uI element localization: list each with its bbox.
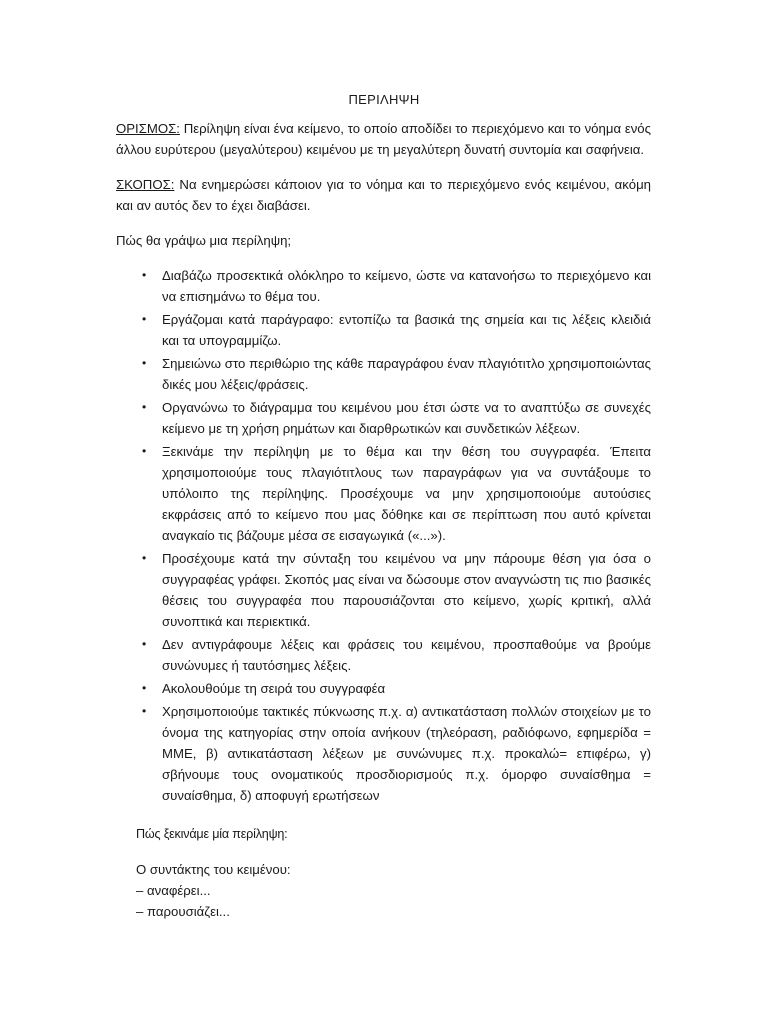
step-text: Ακολουθούμε τη σειρά του συγγραφέα [162,681,386,696]
step-text: Εργάζομαι κατά παράγραφο: εντοπίζω τα βασικά της σημεία και τις λέξεις κλειδιά και τα υπογραμμίζω. [162,312,651,348]
start-heading: Πώς ξεκινάμε μία περίληψη: [136,827,288,841]
author-intro: Ο συντάκτης του κειμένου: [136,862,291,877]
bullet-icon: • [142,268,147,282]
list-item [116,678,651,699]
definition-text: Περίληψη είναι ένα κείμενο, το οποίο αποδίδει το περιεχόμενο και το νόημα ενός άλλου ευρύτερου (μεγαλύτερου) κειμένου με τη μεγαλύτερη δυνατή συντομία και σαφήνεια. [116,121,651,157]
author-phrases-block [136,859,651,922]
list-item [116,701,651,806]
step-text: Προσέχουμε κατά την σύνταξη του κειμένου να μην πάρουμε θέση για όσα ο συγγραφέας γράφει. Σκοπός μας είναι να δώσουμε στον αναγνώστη τις πιο βασικές θέσεις του συγγραφέα που παρουσιάζονται στο κείμενο, χωρίς κριτική, αλλά συνοπτικά και περιεκτικά. [162,551,651,629]
bullet-icon: • [142,356,147,370]
purpose-text: Να ενημερώσει κάποιον για το νόημα και το περιεχόμενο ενός κειμένου, ακόμη και αν αυτός δεν το έχει διαβάσει. [116,177,651,213]
document-body [116,118,651,922]
definition-label: ΟΡΙΣΜΟΣ: [116,121,180,136]
author-phrase: – παρουσιάζει... [136,904,230,919]
bullet-icon: • [142,681,147,695]
list-item [116,397,651,439]
list-item [116,441,651,546]
author-phrase: – αναφέρει... [136,883,211,898]
definition-paragraph [116,118,651,160]
list-item [116,309,651,351]
bullet-icon: • [142,312,147,326]
list-item [116,634,651,676]
bullet-icon: • [142,704,147,718]
steps-list [116,265,651,806]
step-text: Ξεκινάμε την περίληψη με το θέμα και την θέση του συγγραφέα. Έπειτα χρησιμοποιούμε τους πλαγιότιτλους των παραγράφων για να συντάξουμε το υπόλοιπο της περίληψης. Προσέχουμε να μην χρησιμοποιούμε αυτούσιες εκφράσεις από το κείμενο που μας δόθηκε και σε περίπτωση που αυτό κρίνεται αναγκαίο τις βάζουμε μέσα σε εισαγωγικά («...»). [162,444,651,543]
step-text: Χρησιμοποιούμε τακτικές πύκνωσης π.χ. α) αντικατάσταση πολλών στοιχείων με το όνομα της κατηγορίας στην οποία ανήκουν (τηλεόραση, ραδιόφωνο, εφημερίδα = ΜΜΕ, β) αντικατάσταση λέξεων με συνώνυμες π.χ. προκαλώ= επιφέρω, γ) σβήνουμε τους ονοματικούς προσδιορισμούς π.χ. όμορφο συναίσθημα = συναίσθημα, δ) αποφυγή ερωτήσεων [162,704,651,803]
step-text: Διαβάζω προσεκτικά ολόκληρο το κείμενο, ώστε να κατανοήσω το περιεχόμενο και να επισημάνω το θέμα του. [162,268,651,304]
page-title: ΠΕΡΙΛΗΨΗ [348,92,420,107]
bullet-icon: • [142,637,147,651]
purpose-label: ΣΚΟΠΟΣ: [116,177,175,192]
list-item [116,353,651,395]
list-item [116,265,651,307]
bullet-icon: • [142,444,147,458]
how-heading: Πώς θα γράψω μια περίληψη; [116,233,292,248]
step-text: Οργανώνω το διάγραμμα του κειμένου μου έτσι ώστε να το αναπτύξω σε συνεχές κείμενο με τη χρήση ρημάτων και διαρθρωτικών και συνδετικών λέξεων. [162,400,651,436]
bullet-icon: • [142,551,147,565]
bullet-icon: • [142,400,147,414]
step-text: Δεν αντιγράφουμε λέξεις και φράσεις του κειμένου, προσπαθούμε να βρούμε συνώνυμες ή ταυτόσημες λέξεις. [162,637,651,673]
purpose-paragraph [116,174,651,216]
step-text: Σημειώνω στο περιθώριο της κάθε παραγράφου έναν πλαγιότιτλο χρησιμοποιώντας δικές μου λέξεις/φράσεις. [162,356,651,392]
list-item [116,548,651,632]
